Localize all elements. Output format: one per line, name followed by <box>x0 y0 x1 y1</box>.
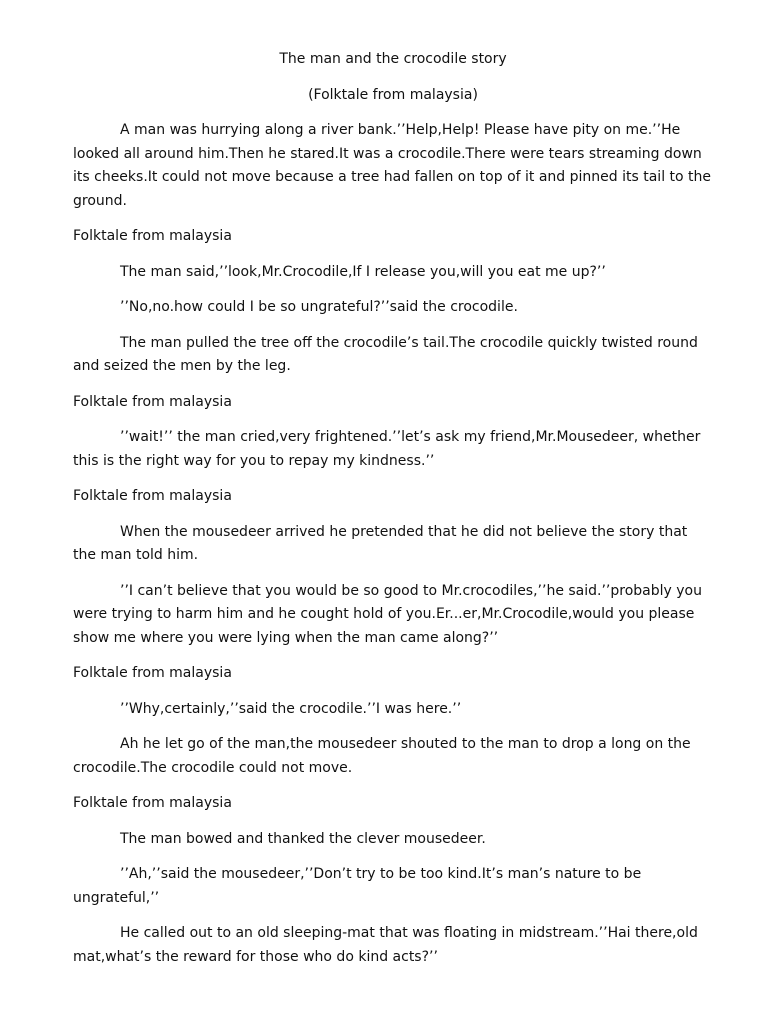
section-label: Folktale from malaysia <box>73 228 232 244</box>
document-subtitle: (Folktale from malaysia) <box>308 86 478 103</box>
story-paragraph: ’’I can’t believe that you would be so good to Mr.crocodiles,’’he said.’’probably you were trying to harm him and he cought hold of you.Er...er,Mr.Crocodile,would you please show me where you were lying when the man came along?’’ <box>73 582 702 646</box>
story-paragraph: ’’No,no.how could I be so ungrateful?’’said the crocodile. <box>120 299 518 315</box>
document-page <box>73 48 713 969</box>
story-paragraph: He called out to an old sleeping-mat that was floating in midstream.’’Hai there,old mat,what’s the reward for those who do kind acts?’’ <box>73 925 698 965</box>
story-paragraph: ’’Why,certainly,’’said the crocodile.’’I was here.’’ <box>120 700 462 717</box>
document-title: The man and the crocodile story <box>279 51 507 67</box>
story-paragraph: Ah he let go of the man,the mousedeer shouted to the man to drop a long on the crocodile.The crocodile could not move. <box>73 736 691 776</box>
story-paragraph: When the mousedeer arrived he pretended that he did not believe the story that the man told him. <box>73 523 688 563</box>
story-paragraph: The man said,’’look,Mr.Crocodile,If I release you,will you eat me up?’’ <box>120 263 606 280</box>
section-label: Folktale from malaysia <box>73 795 232 811</box>
story-paragraph: ’’wait!’’ the man cried,very frightened.’’let’s ask my friend,Mr.Mousedeer, whether this is the right way for you to repay my kindness.’’ <box>73 429 701 469</box>
document-body <box>73 119 713 969</box>
section-label: Folktale from malaysia <box>73 393 232 410</box>
story-paragraph: The man bowed and thanked the clever mousedeer. <box>120 830 486 847</box>
section-label: Folktale from malaysia <box>73 665 232 681</box>
section-label: Folktale from malaysia <box>73 488 232 504</box>
story-paragraph: The man pulled the tree off the crocodile’s tail.The crocodile quickly twisted round and seized the men by the leg. <box>73 334 698 374</box>
story-paragraph: A man was hurrying along a river bank.’’Help,Help! Please have pity on me.’’He looked all around him.Then he stared.It was a crocodile.There were tears streaming down its cheeks.It could not move because a tree had fallen on top of it and pinned its tail to the ground. <box>73 122 712 209</box>
story-paragraph: ’’Ah,’’said the mousedeer,’’Don’t try to be too kind.It’s man’s nature to be ungrateful,’’ <box>73 866 642 906</box>
